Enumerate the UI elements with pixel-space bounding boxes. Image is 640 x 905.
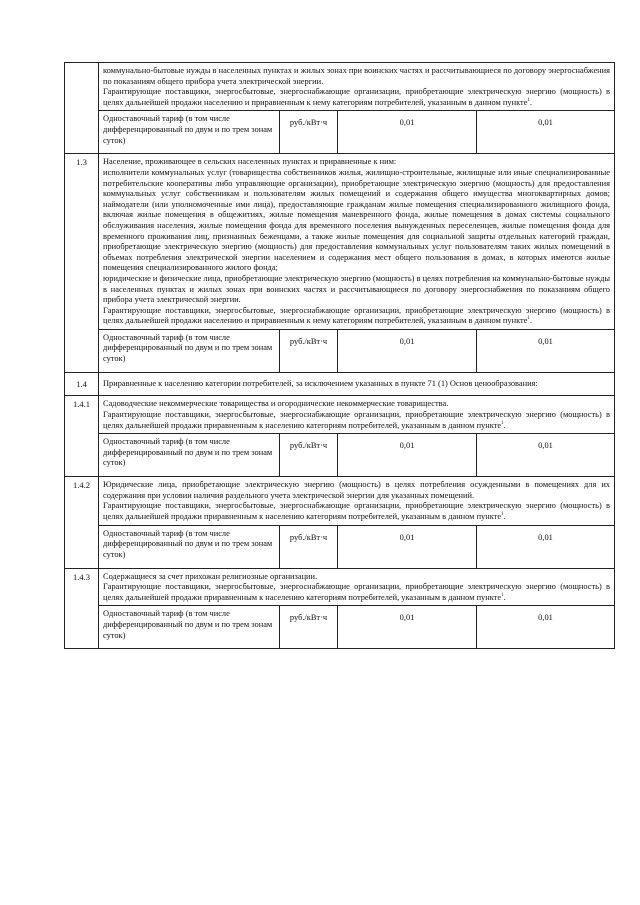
footnote-mark: 1 — [501, 512, 504, 518]
tariff-label: Одноставочный тариф (в том числе дифференцированный по двум и по трем зонам суток) — [99, 434, 280, 477]
tariff-value-2: 0,01 — [477, 434, 615, 477]
table-row — [65, 372, 615, 396]
tariff-value-2: 0,01 — [477, 606, 615, 649]
row-text: Содержащиеся за счет прихожан религиозные организации. Гарантирующие поставщики, энергосбытовые, энергоснабжающие организации, приобретающие электрическую энергию (мощность) в целях дальнейшей продажи приравненным к населению категориям потребителей, указанным в данном пункте$^1$. — [103, 571, 610, 602]
tariff-label: Одноставочный тариф (в том числе дифференцированный по двум и по трем зонам суток) — [99, 329, 280, 372]
document-page — [64, 62, 614, 649]
table-row — [65, 477, 615, 568]
footnote-mark: 1 — [501, 592, 504, 598]
tariff-row — [99, 605, 614, 648]
table-row — [65, 396, 615, 477]
row-text: коммунально-бытовые нужды в населенных пунктах и жилых зонах при воинских частях и рассчитывающиеся по договору энергоснабжения по показаниям общего прибора учета электрической энергии. Гарантирующие поставщики, энергосбытовые, энергоснабжающие организации, приобретающие электрическую энергию (мощность) в целях дальнейшей продажи населению и приравненным к нему категориям потребителей, указанным в данном пункте$^1$. — [103, 66, 610, 107]
tariff-value-1: 0,01 — [338, 606, 477, 649]
row-text: Население, проживающее в сельских населенных пунктах и приравненные к ним: исполнители коммунальных услуг (товарищества собственников жилья, жилищно-строительные, жилищные или иные специализированные потребительские кооперативы либо управляющие организации), приобретающие электрическую энергию (мощность) для предоставления коммунальных услуг собственникам и пользователям жилых помещений и содержания общего имущества многоквартирных домов; наймодатели (или уполномоченные ими лица), предоставляющие гражданам жилые помещения специализированного жилищного фонда, включая жилые помещения в общежитиях, жилые помещения маневренного фонда, жилые помещения в домах системы социального обслуживания населения, жилые помещения фонда для временного поселения вынужденных переселенцев, жилые помещения фонда для временного проживания лиц, признанных беженцами, а также жилые помещения для социальной защиты отдельных категорий граждан, приобретающие электрическую энергию (мощность) для предоставления коммунальных услуг пользователям таких жилых помещений в объемах потребления электрической энергии населением и содержания мест общего пользования в домах, в которых имеются жилые помещения специализированного жилого фонда; юридические и физические лица, приобретающие электрическую энергию (мощность) в целях потребления на коммунально-бытовые нужды в населенных пунктах и жилых зонах при воинских частях и рассчитывающиеся по договору энергоснабжения по показаниям общего прибора учета электрической энергии. Гарантирующие поставщики, энергосбытовые, энергоснабжающие организации, приобретающие электрическую энергию (мощность) в целях дальнейшей продажи населению и приравненным к нему категориям потребителей, указанным в данном пункте$^1$. — [103, 157, 610, 326]
row-text: Приравненные к населению категории потребителей, за исключением указанных в пункте 71 (1) Основ ценообразования: — [103, 378, 538, 388]
tariff-label: Одноставочный тариф (в том числе дифференцированный по двум и по трем зонам суток) — [99, 111, 280, 154]
table-row — [65, 154, 615, 373]
tariff-value-2: 0,01 — [477, 525, 615, 568]
tariff-unit: руб./кВт·ч — [280, 111, 338, 154]
tariff-row — [99, 525, 614, 568]
tariff-unit: руб./кВт·ч — [280, 606, 338, 649]
row-number: 1.4.2 — [65, 477, 99, 568]
footnote-mark: 1 — [501, 420, 504, 426]
footnote-mark: 1 — [527, 97, 530, 103]
tariff-label: Одноставочный тариф (в том числе дифференцированный по двум и по трем зонам суток) — [99, 525, 280, 568]
row-number: 1.4 — [65, 372, 99, 396]
row-text: Садоводческие некоммерческие товарищества и огороднические некоммерческие товарищества. Гарантирующие поставщики, энергосбытовые, энергоснабжающие организации, приобретающие электрическую энергию (мощность) в целях дальнейшей продажи приравненным к населению категориям потребителей, указанным в данном пункте$^1$. — [103, 399, 610, 430]
tariff-value-1: 0,01 — [338, 525, 477, 568]
tariff-table — [64, 62, 615, 649]
tariff-row — [99, 110, 614, 153]
tariff-unit: руб./кВт·ч — [280, 329, 338, 372]
tariff-value-2: 0,01 — [477, 111, 615, 154]
footnote-mark: 1 — [527, 316, 530, 322]
table-row — [65, 568, 615, 649]
tariff-value-1: 0,01 — [338, 329, 477, 372]
tariff-row — [99, 329, 614, 372]
row-number: 1.4.3 — [65, 568, 99, 649]
tariff-label: Одноставочный тариф (в том числе дифференцированный по двум и по трем зонам суток) — [99, 606, 280, 649]
table-row — [65, 63, 615, 154]
row-number: 1.3 — [65, 154, 99, 373]
tariff-unit: руб./кВт·ч — [280, 434, 338, 477]
tariff-value-1: 0,01 — [338, 434, 477, 477]
row-text: Юридические лица, приобретающие электрическую энергию (мощность) в целях потребления осужденными в помещениях для их содержания при условии наличия раздельного учета электрической энергии для указанных помещений. Гарантирующие поставщики, энергосбытовые, энергоснабжающие организации, приобретающие электрическую энергию (мощность) в целях дальнейшей продажи приравненным к населению категориям потребителей, указанным в данном пункте$^1$. — [103, 480, 610, 522]
tariff-value-1: 0,01 — [338, 111, 477, 154]
tariff-unit: руб./кВт·ч — [280, 525, 338, 568]
tariff-value-2: 0,01 — [477, 329, 615, 372]
row-number — [65, 63, 99, 154]
tariff-row — [99, 433, 614, 476]
row-number: 1.4.1 — [65, 396, 99, 477]
